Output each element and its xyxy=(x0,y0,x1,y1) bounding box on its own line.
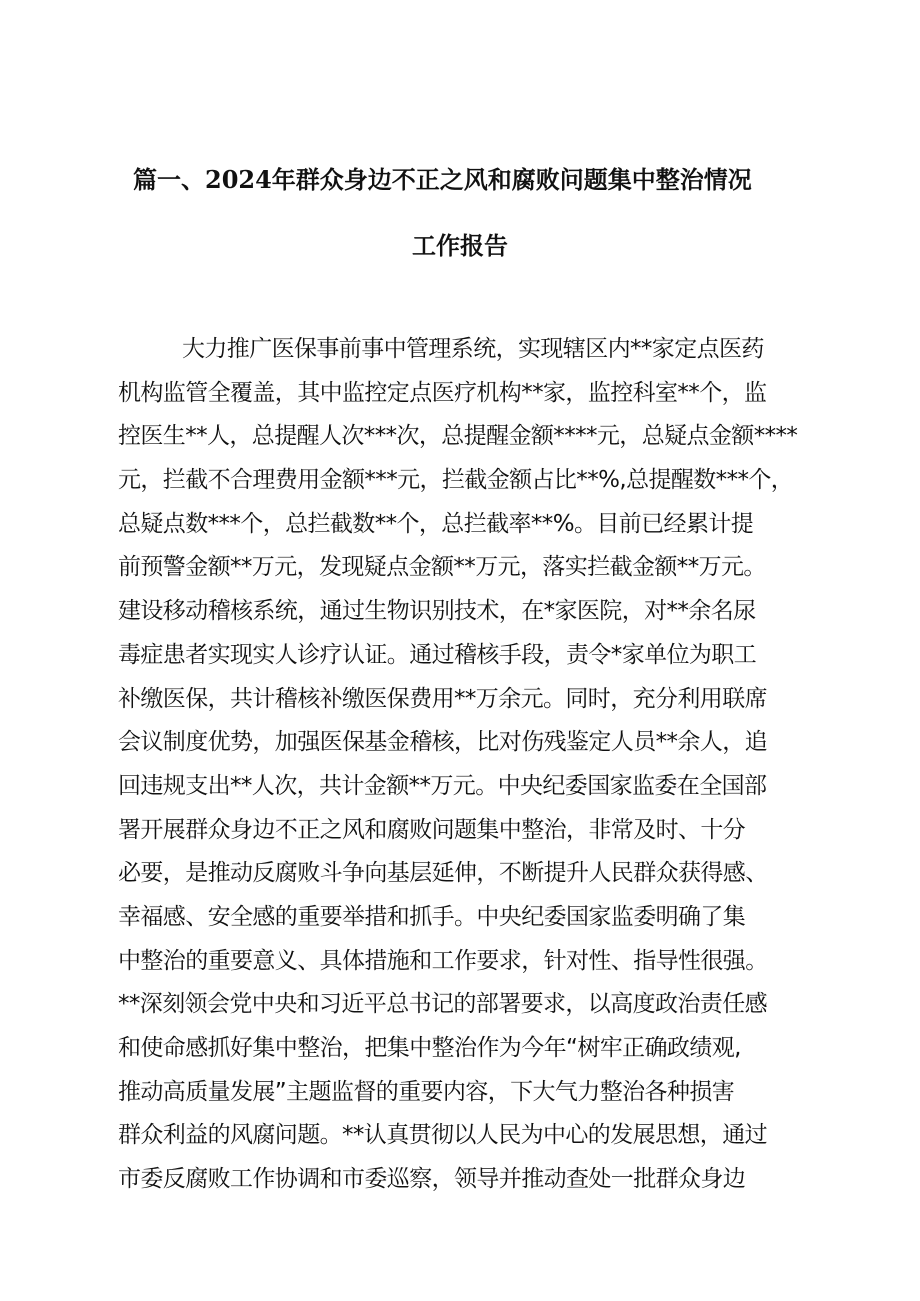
paragraph-line: 署开展群众身边不正之风和腐败问题集中整治，非常及时、十分 xyxy=(118,816,746,843)
paragraph-line: 推动高质量发展”主题监督的重要内容，下大气力整治各种损害 xyxy=(118,1078,735,1105)
paragraph-line: 控医生**人，总提醒人次***次，总提醒金额****元，总疑点金额**** xyxy=(118,423,798,450)
document-subtitle: 工作报告 xyxy=(412,231,508,260)
paragraph-line: 总疑点数***个，总拦截数**个，总拦截率**%。目前已经累计提 xyxy=(118,510,754,537)
paragraph-line: 前预警金额**万元，发现疑点金额**万元，落实拦截金额**万元。 xyxy=(118,554,766,581)
paragraph-line: 必要，是推动反腐败斗争向基层延伸，不断提升人民群众获得感、 xyxy=(118,860,768,887)
paragraph-line: 群众利益的风腐问题。**认真贯彻以人民为中心的发展思想，通过 xyxy=(118,1122,768,1149)
paragraph-line: 和使命感抓好集中整治，把集中整治作为今年“树牢正确政绩观, xyxy=(118,1035,741,1061)
paragraph-line: 补缴医保，共计稽核补缴医保费用**万余元。同时，充分利用联席 xyxy=(118,685,768,712)
paragraph-line: **深刻领会党中央和习近平总书记的部署要求，以高度政治责任感 xyxy=(118,991,768,1018)
paragraph-line: 会议制度优势，加强医保基金稽核，比对伤残鉴定人员**余人，追 xyxy=(118,729,768,756)
document-body xyxy=(118,328,800,1202)
paragraph-line: 建设移动稽核系统，通过生物识别技术，在*家医院，对**余名尿 xyxy=(118,598,756,625)
paragraph-line: 机构监管全覆盖，其中监控定点医疗机构**家，监控科室**个，监 xyxy=(118,379,767,406)
paragraph-line: 回违规支出**人次，共计金额**万元。中央纪委国家监委在全国部 xyxy=(118,772,767,799)
paragraph-line: 元，拦截不合理费用金额***元，拦截金额占比**%,总提醒数***个， xyxy=(118,467,794,494)
paragraph-line: 幸福感、安全感的重要举措和抓手。中央纪委国家监委明确了集 xyxy=(118,903,746,930)
paragraph-line: 大力推广医保事前事中管理系统，实现辖区内**家定点医药 xyxy=(182,336,764,362)
paragraph-line: 毒症患者实现实人诊疗认证。通过稽核手段，责令*家单位为职工 xyxy=(118,641,757,668)
document-title: 篇一、2024年群众身边不正之风和腐败问题集中整治情况 xyxy=(133,165,752,194)
paragraph-line: 市委反腐败工作协调和市委巡察，领导并推动查处一批群众身边 xyxy=(118,1166,746,1193)
paragraph-line: 中整治的重要意义、具体措施和工作要求，针对性、指导性很强。 xyxy=(118,947,768,974)
